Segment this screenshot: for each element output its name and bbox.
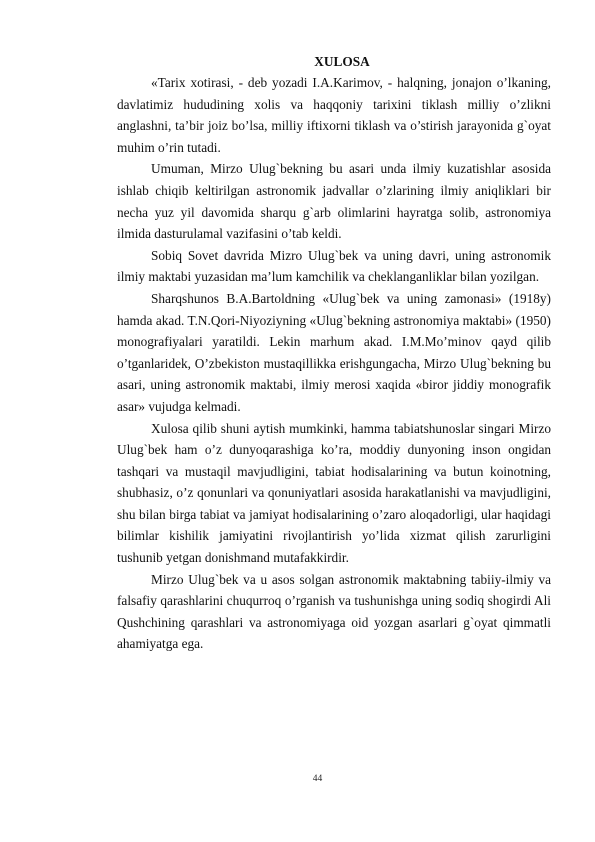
document-title: XULOSA [314, 54, 370, 69]
page-body [117, 51, 551, 655]
paragraph-5: Xulosa qilib shuni aytish mumkinki, hamma tabiatshunoslar singari Mirzo Ulug`bek ham o’z dunyoqarashiga ko’ra, moddiy dunyoning inson ongidan tashqari va mustaqil mavjudligini, tabiat hodisalarining va butun koinotning, shubhasiz, o’z qonunlari va qonuniyatlari asosida harakatlanishi va mavjudligini, shu bilan birga tabiat va jamiyat hodisalarining o’zaro aloqadorligi, ular haqidagi bilimlar kishilik jamiyatini rivojlantirish yo’lida xizmat qilish zarurligini tushunib yetgan donishmand mutafakkirdir. [117, 420, 551, 566]
paragraph-2: Umuman, Mirzo Ulug`bekning bu asari unda ilmiy kuzatishlar asosida ishlab chiqib keltirilgan astronomik jadvallar o’zlarining ilmiy aniqliklari bir necha yuz yil davomida sharqu g`arb olimlarini hayratga solib, astronomiya ilmida dasturulamal vazifasini o’tab keldi. [117, 161, 551, 242]
paragraph-4: Sharqshunos B.A.Bartoldning «Ulug`bek va uning zamonasi» (1918y) hamda akad. T.N.Qori-Niyoziyning «Ulug`bekning astronomiya maktabi» (1950) monografiyalari yaratildi. Lekin marhum akad. I.M.Mo’minov qayd qilib o’tganlaridek, O’zbekiston mustaqillikka erishgungacha, Mirzo Ulug`bekning bu asari, uning astronomik maktabi, ilmiy merosi xaqida «biror jiddiy monografik asar» vujudga kelmadi. [117, 290, 551, 414]
paragraph-1: «Tarix xotirasi, - deb yozadi I.A.Karimov, - halqning, jonajon o’lkaning, davlatimiz hududining xolis va haqqoniy tarixini tiklash milliy o’zlikni anglashni, ta’bir joiz bo’lsa, milliy iftixorni tiklash va o’stirish jarayonida g`oyat muhim o’rin tutadi. [117, 75, 551, 155]
page-number: 44 [312, 774, 323, 784]
paragraph-3: Sobiq Sovet davrida Mizro Ulug`bek va uning davri, uning astronomik ilmiy maktabi yuzasidan ma’lum kamchilik va cheklanganliklar bilan yozilgan. [117, 247, 551, 285]
paragraph-6: Mirzo Ulug`bek va u asos solgan astronomik maktabning tabiiy-ilmiy va falsafiy qarashlarini chuqurroq o’rganish va tushunishga uning sodiq shogirdi Ali Qushchining qarashlari va astronomiyaga oid yozgan asarlari g`oyat qimmatli ahamiyatga ega. [117, 571, 551, 652]
